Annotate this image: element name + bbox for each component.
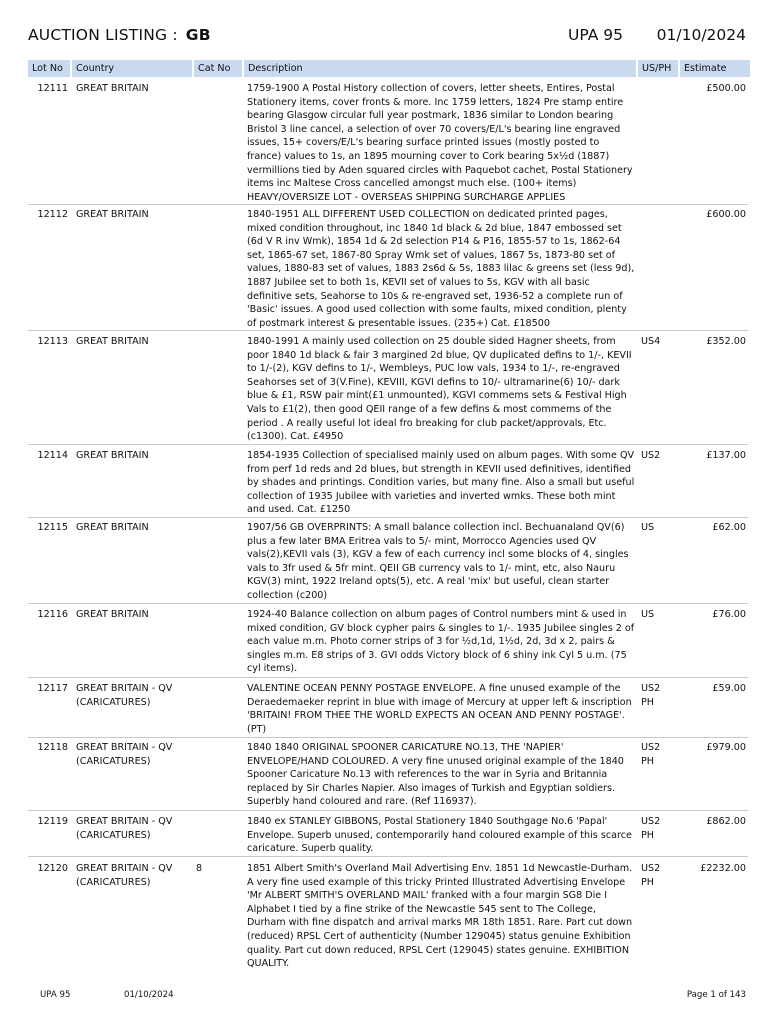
lot-number: 12118 <box>37 742 68 753</box>
lot-country: GREAT BRITAIN <box>76 336 149 347</box>
lot-description: 1907/56 GB OVERPRINTS: A small balance collection incl. Bechuanaland QV(6) plus a few later BMA Eritrea vals to 5/- mint, Morrocco Agencies used QV vals(2),KEVII vals (3), KGV a few of each currency incl some blocks of 4, singles vals to 3fr used & 5fr mint. QEII GB currency vals to 1/- mint, etc, also Nauru KGV(3) mint, 1922 Ireland opts(5), etc. A real 'mix' but useful, clean starter collection (c200) <box>247 522 629 601</box>
lot-number: 12116 <box>37 609 68 620</box>
lot-estimate: £600.00 <box>706 209 746 220</box>
lot-country: GREAT BRITAIN - QV (CARICATURES) <box>76 683 173 708</box>
lot-estimate: £76.00 <box>712 609 746 620</box>
column-header-description-label: Description <box>248 63 303 74</box>
lot-number: 12113 <box>37 336 68 347</box>
lot-country: GREAT BRITAIN - QV (CARICATURES) <box>76 742 173 767</box>
lot-us-ph: US4 <box>641 336 661 347</box>
lot-country: GREAT BRITAIN <box>76 209 149 220</box>
lot-description: 1924-40 Balance collection on album pages of Control numbers mint & used in mixed condition, GV block cypher pairs & singles to 1/-. 1935 Jubilee singles 2 of each value m.m. Photo corner strips of 3 for ½d,1d, 1½d, 2d, 3d x 2, pairs & singles m.m. E8 strips of 3. GVI odds Victory block of 6 shiny ink Cyl 5 u.m. (75 cyl items). <box>247 609 635 675</box>
column-header-estimate-label: Estimate <box>684 63 727 74</box>
lot-description: VALENTINE OCEAN PENNY POSTAGE ENVELOPE. A fine unused example of the Deraedemaeker reprint in blue with image of Mercury at upper left & inscription 'BRITAIN! FROM THEE THE WORLD EXPECTS AN OCEAN AND PENNY POSTAGE'. (PT) <box>247 683 632 735</box>
lot-number: 12117 <box>37 683 68 694</box>
lot-us-ph: US2 PH <box>641 863 661 888</box>
footer-date: 01/10/2024 <box>124 990 174 1000</box>
lot-country: GREAT BRITAIN <box>76 609 149 620</box>
lot-estimate: £500.00 <box>706 83 746 94</box>
column-header-lot-no-label: Lot No <box>32 63 63 74</box>
row-divider <box>28 810 748 811</box>
lot-estimate: £2232.00 <box>700 863 746 874</box>
page-footer <box>0 990 770 1002</box>
column-header-country <box>72 60 192 77</box>
column-header-cat-no <box>194 60 242 77</box>
row-divider <box>28 444 748 445</box>
lot-country: GREAT BRITAIN - QV (CARICATURES) <box>76 816 173 841</box>
lot-estimate: £979.00 <box>706 742 746 753</box>
lot-us-ph: US2 PH <box>641 742 661 767</box>
page-number: Page 1 of 143 <box>686 990 746 1000</box>
lot-estimate: £352.00 <box>706 336 746 347</box>
lot-us-ph: US <box>641 609 655 620</box>
column-header-lot-no <box>28 60 70 77</box>
footer-upa: UPA 95 <box>40 990 71 1000</box>
lot-country: GREAT BRITAIN <box>76 450 149 461</box>
lot-estimate: £137.00 <box>706 450 746 461</box>
column-header-us-ph-label: US/PH <box>642 63 672 74</box>
lot-description: 1851 Albert Smith's Overland Mail Advertising Env. 1851 1d Newcastle-Durham. A very fine used example of this tricky Printed Illustrated Advertising Envelope 'Mr ALBERT SMITH'S OVERLAND MAIL' franked with a four margin SG8 Die I Alphabet I tied by a fine strike of the Newcastle 545 sent to The College, Durham with fine dispatch and arrival marks MR 18th 1851. Rare. Part cut down (reduced) RPSL Cert of authenticity (Number 129045) status genuine Exhibition quality. Part cut down reduced, RPSL Cert (129045) states genuine. EXHIBITION QUALITY. <box>247 863 633 970</box>
lot-us-ph: US <box>641 522 655 533</box>
lot-description: 1854-1935 Collection of specialised mainly used on album pages. With some QV from perf 1d reds and 2d blues, but strength in KEVII used definitives, identified by shades and printings. Condition varies, but many fine. Also a small but useful collection of 1935 Jubilee with varieties and inverted wmks. These both mint and used. Cat. £1250 <box>247 450 635 516</box>
lot-us-ph: US2 <box>641 450 661 461</box>
lot-country: GREAT BRITAIN <box>76 522 149 533</box>
lot-number: 12120 <box>37 863 68 874</box>
row-divider <box>28 603 748 604</box>
row-divider <box>28 517 748 518</box>
lot-description: 1759-1900 A Postal History collection of covers, letter sheets, Entires, Postal Stationery items, cover fronts & more. Inc 1759 letters, 1824 Pre stamp entire bearing Glasgow circular full year postmark, 1836 similar to London bearing Bristol 3 line cancel, a selection of over 70 covers/E/L's bearing line engraved issues, 15+ covers/E/L's bearing surface printed issues (mostly posted to france) values to 1s, an 1895 mourning cover to Cork bearing 5x½d (1887) vermillions tied by Aden squared circles with Paquebot cachet, Postal Stationery items inc Maltese Cross cancelled amongst much else. (100+ items) HEAVY/OVERSIZE LOT - OVERSEAS SHIPPING SURCHARGE APPLIES <box>247 83 633 203</box>
lot-us-ph: US2 PH <box>641 816 661 841</box>
lot-cat-no: 8 <box>196 863 203 874</box>
lot-number: 12111 <box>37 83 68 94</box>
lot-number: 12115 <box>37 522 68 533</box>
country-code: GB <box>185 26 211 44</box>
lot-estimate: £862.00 <box>706 816 746 827</box>
column-header-description <box>244 60 636 77</box>
lot-description: 1840 1840 ORIGINAL SPOONER CARICATURE NO.13, THE 'NAPIER' ENVELOPE/HAND COLOURED. A very fine unused original example of the 1840 Spooner Caricature No.13 with references to the war in Syria and Britannia replaced by Sir Charles Napier. Also images of Turkish and Egyptian soldiers. Superbly hand coloured and rare. (Ref 116937). <box>247 742 624 808</box>
lot-estimate: £59.00 <box>712 683 746 694</box>
listing-title-text: AUCTION LISTING : <box>28 26 178 44</box>
lot-country: GREAT BRITAIN <box>76 83 149 94</box>
lot-number: 12119 <box>37 816 68 827</box>
row-divider <box>28 737 748 738</box>
lot-us-ph: US2 PH <box>641 683 661 708</box>
lot-country: GREAT BRITAIN - QV (CARICATURES) <box>76 863 173 888</box>
lot-description: 1840-1951 ALL DIFFERENT USED COLLECTION on dedicated printed pages, mixed condition throughout, inc 1840 1d black & 2d blue, 1847 embossed set (6d V R inv Wmk), 1854 1d & 2d selection P14 & P16, 1855-57 to 1s, 1862-64 set, 1865-67 set, 1867-80 Spray Wmk set of values, 1867 5s, 1873-80 set of values, 1880-83 set of values, 1883 2s6d & 5s, 1883 lilac & greens set (less 9d), 1887 Jubilee set to both 1s, KEVII set of values to 5s, KGV with all basic definitive sets, Seahorse to 10s & re-engraved set, 1936-52 a complete run of 'Basic' issues. A good used collection with some faults, mixed condition, plenty of postmark interest & presentable issues. (235+) Cat. £18500 <box>247 209 635 329</box>
column-header-cat-no-label: Cat No <box>198 63 231 74</box>
listing-title <box>28 26 211 44</box>
row-divider <box>28 677 748 678</box>
page-header <box>28 26 746 50</box>
row-divider <box>28 856 748 857</box>
row-divider <box>28 330 748 331</box>
column-header-estimate <box>680 60 750 77</box>
lot-number: 12114 <box>37 450 68 461</box>
lot-description: 1840 ex STANLEY GIBBONS, Postal Stationery 1840 Southgage No.6 'Papal' Envelope. Superb unused, contemporarily hand coloured example of this scarce caricature. Superb quality. <box>247 816 632 855</box>
lot-description: 1840-1991 A mainly used collection on 25 double sided Hagner sheets, from poor 1840 1d black & fair 3 margined 2d blue, QV duplicated defins to 1/-, KEVII to 1/-(2), KGV defins to 1/-, Wembleys, PUC low vals, 1934 to 1/-, re-engraved Seahorses set of 3(V.Fine), KEVIII, KGVI defins to 10/- ultramarine(6) 10/- dark blue & £1, RSW pair mint(£1 unmounted), KGVI commems sets & Festival High Vals to £1(2), then good QEII range of a few defins & most commems of the period . A really useful lot ideal fro breaking for club packet/approvals, Etc. (c1300). Cat. £4950 <box>247 336 632 443</box>
column-header-country-label: Country <box>76 63 115 74</box>
lot-estimate: £62.00 <box>712 522 746 533</box>
upa-number: UPA 95 <box>568 26 623 44</box>
lot-number: 12112 <box>37 209 68 220</box>
column-header-us-ph <box>638 60 678 77</box>
listing-date: 01/10/2024 <box>656 26 746 44</box>
row-divider <box>28 204 748 205</box>
